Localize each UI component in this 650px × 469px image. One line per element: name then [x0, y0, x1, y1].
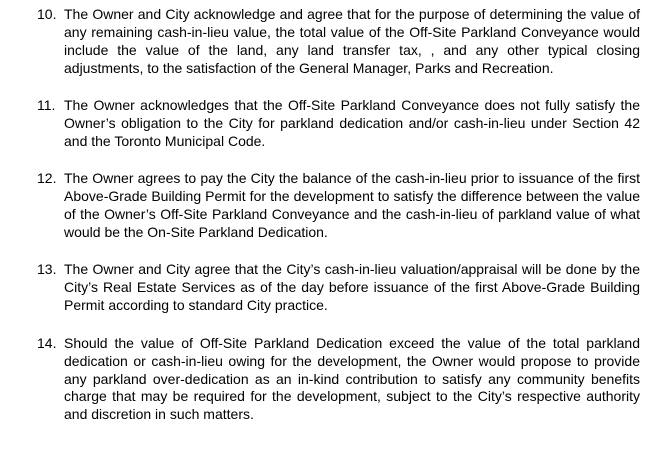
clause-number: 11. [37, 97, 56, 114]
clause-text: The Owner agrees to pay the City the balance of the cash-in-lieu prior to issuance of the first Above-Grade Building Permit for the development to satisfy the difference between the value of the Owner’s Off-Site Parkland Conveyance and the cash-in-lieu of parkland value of what would be the On-Site Parkland Dedication. [64, 170, 640, 241]
clause-number: 12. [37, 170, 57, 187]
document-body [37, 6, 640, 424]
clause-text: Should the value of Off-Site Parkland Dedication exceed the value of the total parkland dedication or cash-in-lieu owing for the development, the Owner would propose to provide any parkland over-dedication as an in-kind contribution to satisfy any community benefits charge that may be required for the development, subject to the City’s respective authority and discretion in such matters. [64, 334, 640, 423]
clause-10 [37, 6, 640, 78]
clause-number: 10. [37, 6, 57, 22]
clause-13 [37, 261, 640, 315]
clause-11 [37, 97, 640, 151]
clause-12 [37, 170, 640, 242]
clause-text: The Owner and City agree that the City’s cash-in-lieu valuation/appraisal will be done by the City’s Real Estate Services as of the day before issuance of the first Above-Grade Building Permit according to standard City practice. [64, 261, 640, 314]
clause-text: The Owner and City acknowledge and agree that for the purpose of determining the value of any remaining cash-in-lieu value, the total value of the Off-Site Parkland Conveyance would include the value of the land, any land transfer tax, , and any other typical closing adjustments, to the satisfaction of the General Manager, Parks and Recreation. [64, 6, 640, 76]
clause-number: 13. [37, 261, 57, 278]
clause-text: The Owner acknowledges that the Off-Site Parkland Conveyance does not fully satisfy the Owner’s obligation to the City for parkland dedication and/or cash-in-lieu under Section 42 and the Toronto Municipal Code. [64, 97, 640, 149]
clause-number: 14. [37, 334, 57, 351]
clause-14 [37, 335, 640, 425]
